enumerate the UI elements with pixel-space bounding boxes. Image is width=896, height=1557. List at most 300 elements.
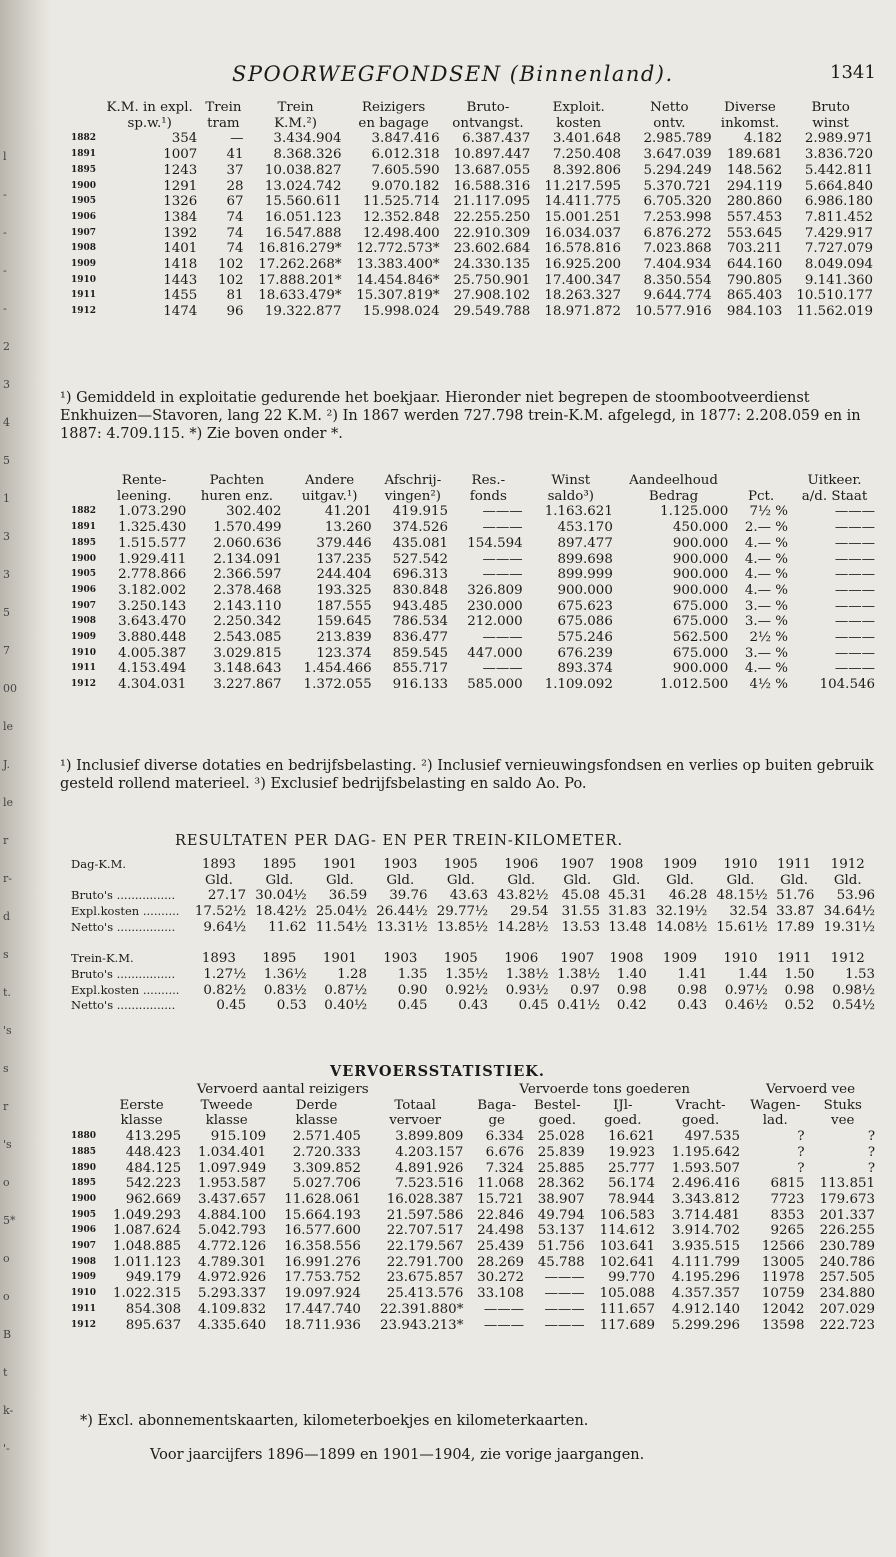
header-row xyxy=(68,1098,878,1114)
value-cell: 0.54½ xyxy=(832,998,875,1014)
data-cell: 949.179 xyxy=(125,1270,182,1286)
year-header: 1910 xyxy=(723,951,758,967)
margin-fragment: o xyxy=(3,1176,10,1189)
data-cell: 3.847.416 xyxy=(371,131,440,147)
data-cell: 6.334 xyxy=(485,1129,525,1145)
header-cell: Bestel- xyxy=(533,1097,581,1113)
data-cell: 448.423 xyxy=(125,1144,182,1160)
data-cell: 899.698 xyxy=(557,551,613,567)
margin-fragment: 3 xyxy=(3,378,10,391)
data-cell: 22.391.880* xyxy=(380,1301,464,1317)
value-cell: 1.38½ xyxy=(505,966,549,982)
value-cell: 18.42½ xyxy=(255,904,307,920)
results-per-km-table xyxy=(68,857,878,1014)
unit-label: Gld. xyxy=(726,872,755,888)
data-cell: 230.789 xyxy=(819,1239,875,1255)
year-header: 1911 xyxy=(777,857,812,872)
margin-fragment: 's xyxy=(3,1138,12,1151)
data-cell: ——— xyxy=(834,504,875,520)
value-cell: 26.44½ xyxy=(376,904,428,920)
value-cell: 29.77½ xyxy=(436,904,489,920)
header-cell: Eerste xyxy=(119,1097,164,1113)
data-cell: 6815 xyxy=(770,1176,805,1192)
data-cell: 786.534 xyxy=(392,614,449,630)
value-cell: 1.35 xyxy=(397,966,428,982)
value-cell: 0.43 xyxy=(677,998,708,1014)
data-cell: 18.263.327 xyxy=(544,288,621,304)
table-row xyxy=(68,536,878,552)
year-header: 1905 xyxy=(443,857,478,872)
data-cell: 15.307.819* xyxy=(356,288,440,304)
margin-fragment: t. xyxy=(3,986,11,999)
margin-fragment: - xyxy=(3,188,7,201)
data-cell: 1.097.949 xyxy=(197,1160,267,1176)
row-label: Expl.kosten .......... xyxy=(71,982,180,997)
value-cell: 1.27½ xyxy=(203,966,247,982)
group-header: Vervoerd aantal reizigers xyxy=(196,1082,369,1097)
value-cell: 0.98 xyxy=(784,982,815,998)
header-row xyxy=(68,489,878,505)
data-cell: 1.929.411 xyxy=(118,551,187,567)
header-cell: Bruto xyxy=(811,100,850,115)
data-cell: 12566 xyxy=(761,1239,805,1255)
data-cell: 1401 xyxy=(163,241,198,257)
data-cell: ——— xyxy=(482,567,523,583)
value-cell: 1.36½ xyxy=(263,966,307,982)
data-cell: 179.673 xyxy=(819,1191,875,1207)
data-cell: 5.370.721 xyxy=(643,178,712,194)
value-cell: 34.64½ xyxy=(823,904,875,920)
data-cell: 1243 xyxy=(163,162,198,178)
margin-fragment: s xyxy=(3,1062,9,1075)
year-header: 1903 xyxy=(383,857,418,872)
data-cell: 23.943.213* xyxy=(380,1317,464,1333)
data-cell: 3.227.867 xyxy=(213,677,282,693)
data-cell: 10759 xyxy=(761,1286,805,1302)
data-cell: 1.125.000 xyxy=(660,504,729,520)
header-cell: saldo³) xyxy=(547,488,594,504)
data-cell: 4.891.926 xyxy=(395,1160,464,1176)
data-cell: 1.087.624 xyxy=(112,1223,182,1239)
margin-fragment: r- xyxy=(3,872,12,885)
year-cell: 1905 xyxy=(71,1209,97,1220)
data-cell: 11.068 xyxy=(477,1176,525,1192)
data-cell: 4.— % xyxy=(744,567,789,583)
margin-fragment: 3 xyxy=(3,530,10,543)
data-cell: 7.727.079 xyxy=(804,241,873,257)
year-cell: 1885 xyxy=(71,1146,97,1157)
table-row xyxy=(68,273,876,289)
data-cell: ——— xyxy=(483,1301,525,1317)
section-label: Trein-K.M. xyxy=(71,951,134,966)
data-cell: ——— xyxy=(834,535,875,551)
data-cell: 675.000 xyxy=(672,598,729,614)
data-cell: 29.549.788 xyxy=(453,304,531,320)
data-cell: 1.593.507 xyxy=(671,1160,741,1176)
margin-fragment: J. xyxy=(3,758,11,771)
data-cell: 5.664.840 xyxy=(804,178,873,194)
header-cell: Trein xyxy=(277,100,314,115)
margin-fragment: B xyxy=(3,1328,12,1341)
value-cell: 30.04½ xyxy=(255,888,307,904)
data-cell: 1291 xyxy=(163,178,198,194)
data-cell: 189.681 xyxy=(726,147,783,163)
table-row xyxy=(68,241,876,257)
table-row xyxy=(68,288,876,304)
value-cell: 1.40 xyxy=(616,966,647,982)
data-cell: 113.851 xyxy=(819,1176,875,1192)
data-cell: 17.447.740 xyxy=(284,1301,361,1317)
table-row xyxy=(68,210,876,226)
header-cell: Wagen- xyxy=(750,1097,801,1113)
header-cell: inkomst. xyxy=(720,115,780,131)
year-cell: 1905 xyxy=(71,569,97,580)
data-cell: ——— xyxy=(483,1317,525,1333)
data-cell: 1.325.430 xyxy=(118,520,187,536)
data-cell: 187.555 xyxy=(316,598,372,614)
value-cell: 0.41½ xyxy=(557,998,600,1014)
data-cell: 28.362 xyxy=(537,1176,585,1192)
row-label: Bruto's ................ xyxy=(71,966,176,981)
data-cell: 12.772.573* xyxy=(356,241,440,257)
table-row xyxy=(68,630,878,646)
result-row xyxy=(68,920,878,936)
data-cell: 280.860 xyxy=(726,194,783,210)
table-row xyxy=(68,1192,878,1208)
data-cell: 7.023.868 xyxy=(643,241,712,257)
data-cell: 16.588.316 xyxy=(453,178,531,194)
margin-fragment: l xyxy=(3,150,7,163)
unit-label: Gld. xyxy=(446,872,475,888)
table-row xyxy=(68,661,878,677)
data-cell: 1443 xyxy=(163,272,198,288)
header-cell xyxy=(68,473,99,489)
data-cell: 675.000 xyxy=(672,614,729,630)
margin-fragment: k- xyxy=(3,1404,14,1417)
data-cell: 1.163.621 xyxy=(544,504,613,520)
margin-fragment: o xyxy=(3,1252,10,1265)
data-cell: 7.429.917 xyxy=(804,225,873,241)
data-cell: 234.880 xyxy=(819,1286,875,1302)
data-cell: 675.000 xyxy=(672,645,729,661)
header-cell: winst xyxy=(812,115,849,131)
header-cell: leening. xyxy=(116,488,172,504)
year-cell: 1912 xyxy=(71,679,97,690)
data-cell: 207.029 xyxy=(819,1301,875,1317)
year-cell: 1910 xyxy=(71,647,97,658)
table-row xyxy=(68,131,876,147)
data-cell: 33.108 xyxy=(477,1286,525,1302)
value-cell: 0.83½ xyxy=(263,982,307,998)
data-cell: 836.477 xyxy=(392,630,449,646)
value-cell: 0.97½ xyxy=(724,982,768,998)
header-cell: Reizigers xyxy=(361,100,426,115)
data-cell: 74 xyxy=(226,225,244,241)
data-cell: 15.664.193 xyxy=(284,1207,361,1223)
margin-fragment: s xyxy=(3,948,9,961)
data-cell: 7.811.452 xyxy=(804,209,873,225)
year-cell: 1912 xyxy=(71,306,97,317)
header-cell: Stuks xyxy=(823,1097,862,1113)
data-cell: 4.— % xyxy=(744,661,789,677)
data-cell: 1.022.315 xyxy=(112,1286,182,1302)
data-cell: 15.998.024 xyxy=(362,304,440,320)
year-header: 1912 xyxy=(830,951,865,967)
data-cell: 123.374 xyxy=(316,645,372,661)
data-cell: 22.791.700 xyxy=(386,1254,464,1270)
data-cell: 2.778.866 xyxy=(118,567,187,583)
data-cell: 7723 xyxy=(770,1191,805,1207)
year-header: 1901 xyxy=(322,857,357,872)
data-cell: 3.914.702 xyxy=(671,1223,741,1239)
value-cell: 13.31½ xyxy=(376,919,428,935)
data-cell: 4.— % xyxy=(744,582,789,598)
data-cell: 41.201 xyxy=(324,504,372,520)
data-cell: 240.786 xyxy=(819,1254,875,1270)
data-cell: 900.000 xyxy=(672,567,729,583)
data-cell: 2.571.405 xyxy=(292,1129,361,1145)
data-cell: 38.907 xyxy=(537,1191,585,1207)
year-header: 1907 xyxy=(560,857,595,872)
data-cell: 78.944 xyxy=(608,1191,655,1207)
value-cell: 0.45 xyxy=(397,998,428,1014)
result-row xyxy=(68,967,878,983)
years-row xyxy=(68,857,878,873)
header-cell xyxy=(68,489,99,505)
data-cell: 4.772.126 xyxy=(197,1239,267,1255)
data-cell: 30.272 xyxy=(477,1270,525,1286)
data-cell: 3.714.481 xyxy=(671,1207,741,1223)
data-cell: ——— xyxy=(544,1301,585,1317)
header-cell: fonds xyxy=(469,488,507,504)
data-cell: 16.578.816 xyxy=(544,241,621,257)
data-cell: 1.073.290 xyxy=(118,504,187,520)
data-cell: 1474 xyxy=(163,304,198,320)
data-cell: 4.203.157 xyxy=(395,1144,464,1160)
data-cell: 675.623 xyxy=(557,598,613,614)
header-cell: K.M. in expl. xyxy=(106,100,193,115)
value-cell: 51.76 xyxy=(776,888,815,904)
table-row xyxy=(68,163,876,179)
year-cell: 1908 xyxy=(71,616,97,627)
data-cell: 2.134.091 xyxy=(213,551,282,567)
header-cell: klasse xyxy=(295,1113,338,1129)
data-cell: 2.543.085 xyxy=(213,630,282,646)
data-cell: 8.049.094 xyxy=(804,257,873,273)
value-cell: 1.35½ xyxy=(445,966,489,982)
table-row xyxy=(68,1286,878,1302)
data-cell: 900.000 xyxy=(672,551,729,567)
data-cell: 3.— % xyxy=(744,614,789,630)
data-cell: 3.148.643 xyxy=(213,661,282,677)
table-row xyxy=(68,1223,878,1239)
data-cell: 10.038.827 xyxy=(264,162,342,178)
year-header: 1911 xyxy=(777,951,812,967)
value-cell: 31.55 xyxy=(561,904,600,920)
closing-note: Voor jaarcijfers 1896—1899 en 1901—1904, zie vorige jaargangen. xyxy=(150,1447,645,1463)
data-cell: 19.923 xyxy=(608,1144,655,1160)
left-margin-fragments xyxy=(3,0,17,1557)
data-cell: 419.915 xyxy=(392,504,449,520)
data-cell: 15.721 xyxy=(477,1191,525,1207)
data-cell: 4.335.640 xyxy=(197,1317,267,1333)
data-cell: 16.621 xyxy=(608,1129,655,1145)
margin-fragment: r xyxy=(3,1100,9,1113)
data-cell: 23.675.857 xyxy=(386,1270,464,1286)
data-cell: 6.705.320 xyxy=(643,194,712,210)
header-cell: Vracht- xyxy=(675,1097,726,1113)
data-cell: 13.260 xyxy=(324,520,372,536)
data-cell: 916.133 xyxy=(392,677,449,693)
year-cell: 1907 xyxy=(71,1241,97,1252)
value-cell: 15.61½ xyxy=(716,919,768,935)
data-cell: ——— xyxy=(834,582,875,598)
header-cell: a/d. Staat xyxy=(801,488,868,504)
header-cell: klasse xyxy=(120,1113,163,1129)
data-cell: 14.454.846* xyxy=(356,272,440,288)
value-cell: 0.87½ xyxy=(324,982,368,998)
value-cell: 1.28 xyxy=(337,966,368,982)
year-cell: 1906 xyxy=(71,584,97,595)
header-cell: ge xyxy=(488,1113,505,1129)
header-cell: Andere xyxy=(305,473,355,488)
data-cell: 6.986.180 xyxy=(804,194,873,210)
financial-table-1 xyxy=(68,100,876,320)
data-cell: 1007 xyxy=(163,147,198,163)
value-cell: 0.40½ xyxy=(324,998,368,1014)
margin-fragment: 7 xyxy=(3,644,10,657)
value-cell: 17.89 xyxy=(776,919,815,935)
margin-fragment: t xyxy=(3,1366,8,1379)
unit-spacer xyxy=(68,873,189,889)
header-cell xyxy=(731,473,791,489)
group-header: Vervoerd vee xyxy=(766,1082,855,1097)
data-cell: 7.404.934 xyxy=(643,257,712,273)
value-cell: 0.53 xyxy=(276,998,307,1014)
data-cell: 49.794 xyxy=(537,1207,585,1223)
data-cell: 900.000 xyxy=(672,582,729,598)
data-cell: 2.720.333 xyxy=(292,1144,361,1160)
data-cell: 1.109.092 xyxy=(544,677,613,693)
header-cell: Derde xyxy=(295,1097,338,1113)
data-cell: 17.400.347 xyxy=(544,272,621,288)
unit-label: Gld. xyxy=(507,872,536,888)
year-cell: 1900 xyxy=(71,180,97,191)
data-cell: 19.097.924 xyxy=(284,1286,361,1302)
data-cell: 3.309.852 xyxy=(292,1160,361,1176)
data-cell: 2.366.597 xyxy=(213,567,282,583)
year-header: 1906 xyxy=(504,857,539,872)
header-cell: goed. xyxy=(604,1113,642,1129)
data-cell: 12042 xyxy=(761,1301,805,1317)
data-cell: 56.174 xyxy=(608,1176,655,1192)
data-cell: 1.195.642 xyxy=(671,1144,741,1160)
financial-table-2 xyxy=(68,473,878,693)
year-cell: 1882 xyxy=(71,133,97,144)
data-cell: 159.645 xyxy=(316,614,372,630)
data-cell: 562.500 xyxy=(672,630,729,646)
data-cell: 790.805 xyxy=(726,272,783,288)
year-cell: 1912 xyxy=(71,1319,97,1330)
data-cell: 859.545 xyxy=(392,645,449,661)
header-row xyxy=(68,1113,878,1129)
table-row xyxy=(68,1176,878,1192)
data-cell: 3.182.002 xyxy=(118,582,187,598)
year-cell: 1895 xyxy=(71,537,97,548)
year-header: 1895 xyxy=(262,857,297,872)
header-row xyxy=(68,473,878,489)
data-cell: 51.756 xyxy=(537,1239,585,1255)
data-cell: 497.535 xyxy=(684,1129,741,1145)
data-cell: ——— xyxy=(834,661,875,677)
data-cell: 28 xyxy=(226,178,244,194)
margin-fragment: 00 xyxy=(3,682,17,695)
table-row xyxy=(68,1255,878,1271)
value-cell: 0.45 xyxy=(518,998,549,1014)
header-cell xyxy=(68,116,99,132)
value-cell: 43.82½ xyxy=(497,888,549,904)
year-header: 1910 xyxy=(723,857,758,872)
margin-fragment: - xyxy=(3,302,7,315)
header-cell: klasse xyxy=(205,1113,248,1129)
data-cell: 2.496.416 xyxy=(671,1176,741,1192)
group-spacer xyxy=(68,1082,99,1098)
year-header: 1901 xyxy=(322,951,357,967)
data-cell: 6.876.272 xyxy=(643,225,712,241)
data-cell: 5.042.793 xyxy=(197,1223,267,1239)
data-cell: 4½ % xyxy=(749,677,789,693)
value-cell: 31.83 xyxy=(608,904,647,920)
table-row xyxy=(68,567,878,583)
year-cell: 1907 xyxy=(71,227,97,238)
year-header: 1908 xyxy=(609,857,644,872)
value-cell: 1.44 xyxy=(737,966,768,982)
header-cell: Res.- xyxy=(471,473,506,488)
table-row xyxy=(68,552,878,568)
data-cell: 10.577.916 xyxy=(635,304,712,320)
value-cell: 13.53 xyxy=(561,919,600,935)
data-cell: 11.525.714 xyxy=(362,194,440,210)
data-cell: 5.027.706 xyxy=(292,1176,361,1192)
data-cell: 81 xyxy=(226,288,244,304)
data-cell: 4.182 xyxy=(743,131,783,147)
data-cell: 374.526 xyxy=(392,520,449,536)
data-cell: 7.250.408 xyxy=(552,147,621,163)
header-cell: en bagage xyxy=(358,115,429,131)
year-cell: 1906 xyxy=(71,211,97,222)
data-cell: 148.562 xyxy=(726,162,783,178)
data-cell: 17.753.752 xyxy=(284,1270,361,1286)
data-cell: ? xyxy=(797,1160,805,1176)
data-cell: 553.645 xyxy=(726,225,783,241)
value-cell: 0.52 xyxy=(784,998,815,1014)
table-row xyxy=(68,583,878,599)
data-cell: 379.446 xyxy=(316,535,372,551)
data-cell: 450.000 xyxy=(672,520,729,536)
data-cell: 16.028.387 xyxy=(386,1191,464,1207)
header-row xyxy=(68,116,876,132)
table2-footnote: ¹) Inclusief diverse dotaties en bedrijfsbelasting. ²) Inclusief vernieuwingsfondsen en verlies op buiten gebruik gesteld rollend materieel. ³) Exclusief bedrijfsbelasting en saldo Ao. Po. xyxy=(60,758,874,792)
header-cell xyxy=(68,1098,99,1114)
data-cell: 3.935.515 xyxy=(671,1239,741,1255)
table-row xyxy=(68,1302,878,1318)
data-cell: 703.211 xyxy=(726,241,783,257)
header-cell: Pachten xyxy=(209,473,265,488)
data-cell: 11.562.019 xyxy=(796,304,873,320)
data-cell: 212.000 xyxy=(467,614,523,630)
value-cell: 17.52½ xyxy=(194,904,247,920)
data-cell: 4.— % xyxy=(744,551,789,567)
